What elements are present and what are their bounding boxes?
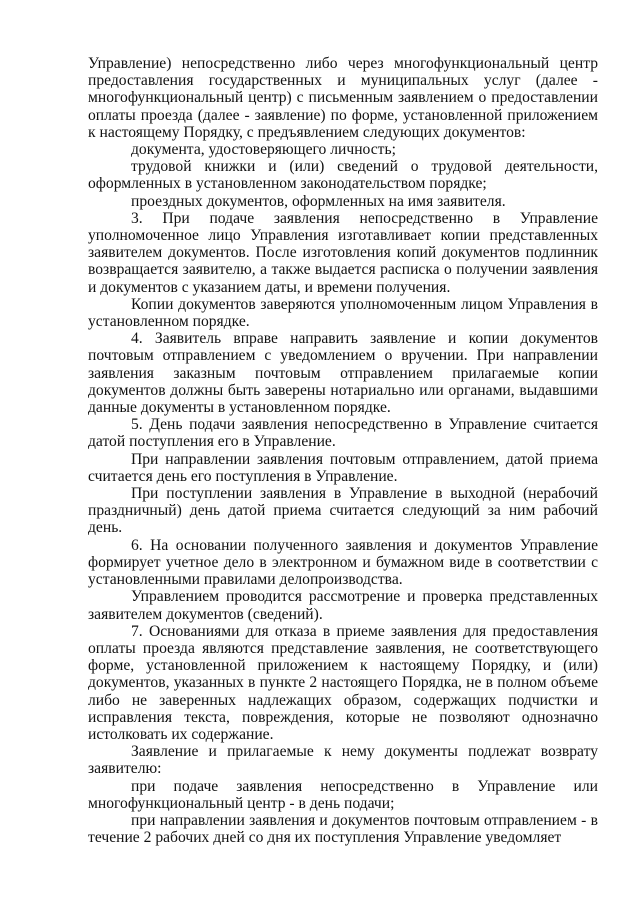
list-item-return-by-post: при направлении заявления и документов почтовым отправлением - в течение 2 рабочих дней со дня их поступления Управление уведомляет [88, 811, 598, 847]
paragraph-return-intro: Заявление и прилагаемые к нему документы подлежат возврату заявителю: [88, 743, 598, 778]
paragraph-continuation: Управление) непосредственно либо через многофункциональный центр предоставления государственных и муниципальных услуг (далее - многофункциональный центр) с письменным заявлением о предоставлении оплаты проезда (далее - заявление) по форме, установленной приложением к настоящему Порядку, с предъявлением следующих документов: [88, 55, 598, 141]
document-page [88, 55, 598, 846]
paragraph-clause-6: 6. На основании полученного заявления и документов Управление формирует учетное дело в электронном и бумажном виде в соответствии с установленными правилами делопроизводства. [88, 536, 598, 589]
list-item-return-in-person: при подаче заявления непосредственно в Управление или многофункциональный центр - в день подачи; [88, 777, 598, 812]
paragraph-review: Управлением проводится рассмотрение и проверка представленных заявителем документов (сведений). [88, 588, 598, 623]
paragraph-holiday-receipt-date: При поступлении заявления в Управление в выходной (нерабочий праздничный) день датой приема считается следующий за ним рабочий день. [88, 485, 598, 537]
paragraph-clause-4: 4. Заявитель вправе направить заявление и копии документов почтовым отправлением с уведомлением о вручении. При направлении заявления заказным почтовым отправлением прилагаемые копии документов должны быть заверены нотариально или органами, выдавшими данные документы в установленном порядке. [88, 330, 598, 417]
list-item-work-record: трудовой книжки и (или) сведений о трудовой деятельности, оформленных в установленном законодательством порядке; [88, 158, 598, 193]
list-item-travel-documents: проездных документов, оформленных на имя заявителя. [131, 192, 506, 210]
paragraph-clause-3: 3. При подаче заявления непосредственно в Управление уполномоченное лицо Управления изготавливает копии представленных заявителем документов. После изготовления копий документов подлинник возвращается заявителю, а также выдается расписка о получении заявления и документов с указанием даты, и времени получения. [88, 209, 598, 296]
paragraph-clause-5: 5. День подачи заявления непосредственно в Управление считается датой поступления его в Управление. [88, 416, 598, 451]
paragraph-copies-certified: Копии документов заверяются уполномоченным лицом Управления в установленном порядке. [88, 295, 598, 331]
paragraph-clause-7: 7. Основаниями для отказа в приеме заявления для предоставления оплаты проезда являются представление заявления, не соответствующего форме, установленной приложением к настоящему Порядку, и (или) документов, указанных в пункте 2 настоящего Порядка, не в полном объеме либо не заверенных надлежащих образом, содержащих подчистки и исправления текста, повреждения, которые не позволяют однозначно истолковать их содержание. [88, 622, 598, 743]
list-item-identity-document: документа, удостоверяющего личность; [131, 141, 396, 159]
paragraph-postal-receipt-date: При направлении заявления почтовым отправлением, датой приема считается день его поступления в Управление. [88, 450, 598, 485]
